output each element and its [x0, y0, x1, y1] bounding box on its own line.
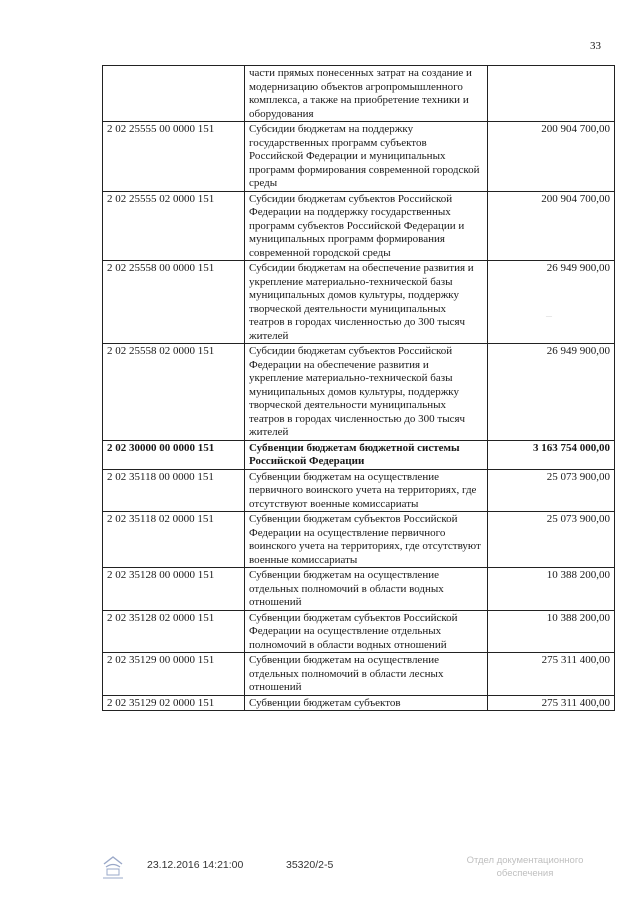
description-cell: Субсидии бюджетам субъектов Российской Федерации на обеспечение развития и укрепление материально-технической базы муниципальных домов культуры, поддержку творческой деятельности муниципальных театров в городах численностью до 300 тысяч жителей: [245, 344, 488, 441]
table-body: [103, 66, 615, 711]
amount-cell: 25 073 900,00: [488, 469, 615, 512]
amount-cell: 3 163 754 000,00: [488, 440, 615, 469]
table-row: [103, 653, 615, 696]
description-cell: Субвенции бюджетам субъектов Российской Федерации на осуществление отдельных полномочий в области водных отношений: [245, 610, 488, 653]
description-cell: Субвенции бюджетам на осуществление отдельных полномочий в области водных отношений: [245, 568, 488, 611]
description-cell: Субвенции бюджетам субъектов: [245, 695, 488, 711]
table-row: [103, 344, 615, 441]
code-cell: 2 02 35118 02 0000 151: [103, 512, 245, 568]
code-cell: 2 02 35129 00 0000 151: [103, 653, 245, 696]
table-row: [103, 695, 615, 711]
scan-mark: —: [546, 314, 552, 320]
table-row: [103, 440, 615, 469]
amount-cell: 10 388 200,00: [488, 568, 615, 611]
table-row: [103, 66, 615, 122]
amount-cell: [488, 66, 615, 122]
code-cell: 2 02 35128 02 0000 151: [103, 610, 245, 653]
code-cell: 2 02 30000 00 0000 151: [103, 440, 245, 469]
code-cell: 2 02 25555 00 0000 151: [103, 122, 245, 192]
table-row: [103, 261, 615, 344]
amount-cell: 275 311 400,00: [488, 695, 615, 711]
description-cell: Субсидии бюджетам субъектов Российской Федерации на поддержку государственных программ субъектов Российской Федерации и муниципальных программ формирования современной городской среды: [245, 191, 488, 261]
amount-cell: 26 949 900,00: [488, 261, 615, 344]
description-cell: Субвенции бюджетам бюджетной системы Российской Федерации: [245, 440, 488, 469]
description-cell: Субвенции бюджетам субъектов Российской Федерации на осуществление первичного воинского учета на территориях, где отсутствуют военные комиссариаты: [245, 512, 488, 568]
code-cell: 2 02 25558 02 0000 151: [103, 344, 245, 441]
table-row: [103, 610, 615, 653]
description-cell: Субвенции бюджетам на осуществление отдельных полномочий в области лесных отношений: [245, 653, 488, 696]
budget-revenue-table: [102, 65, 615, 711]
organization-emblem-icon: [100, 854, 126, 882]
page-number: 33: [590, 40, 601, 52]
table-row: [103, 512, 615, 568]
footer-date: 23.12.2016 14:21:00: [147, 859, 244, 871]
code-cell: 2 02 35128 00 0000 151: [103, 568, 245, 611]
amount-cell: 10 388 200,00: [488, 610, 615, 653]
amount-cell: 25 073 900,00: [488, 512, 615, 568]
code-cell: 2 02 35129 02 0000 151: [103, 695, 245, 711]
amount-cell: 200 904 700,00: [488, 122, 615, 192]
faded-stamp: Отдел документационного обеспечения: [466, 855, 584, 879]
code-cell: 2 02 25558 00 0000 151: [103, 261, 245, 344]
table-row: [103, 469, 615, 512]
table-row: [103, 122, 615, 192]
description-cell: Субвенции бюджетам на осуществление первичного воинского учета на территориях, где отсутствуют военные комиссариаты: [245, 469, 488, 512]
footer-doc-number: 35320/2-5: [286, 859, 334, 871]
table-row: [103, 191, 615, 261]
code-cell: 2 02 25555 02 0000 151: [103, 191, 245, 261]
description-cell: Субсидии бюджетам на поддержку государственных программ субъектов Российской Федерации и муниципальных программ формирования современной городской среды: [245, 122, 488, 192]
code-cell: 2 02 35118 00 0000 151: [103, 469, 245, 512]
amount-cell: 26 949 900,00: [488, 344, 615, 441]
code-cell: [103, 66, 245, 122]
description-cell: части прямых понесенных затрат на создание и модернизацию объектов агропромышленного комплекса, а также на приобретение техники и оборудования: [245, 66, 488, 122]
amount-cell: 200 904 700,00: [488, 191, 615, 261]
amount-cell: 275 311 400,00: [488, 653, 615, 696]
table-row: [103, 568, 615, 611]
description-cell: Субсидии бюджетам на обеспечение развития и укрепление материально-технической базы муниципальных домов культуры, поддержку творческой деятельности муниципальных театров в городах численностью до 300 тысяч жителей: [245, 261, 488, 344]
